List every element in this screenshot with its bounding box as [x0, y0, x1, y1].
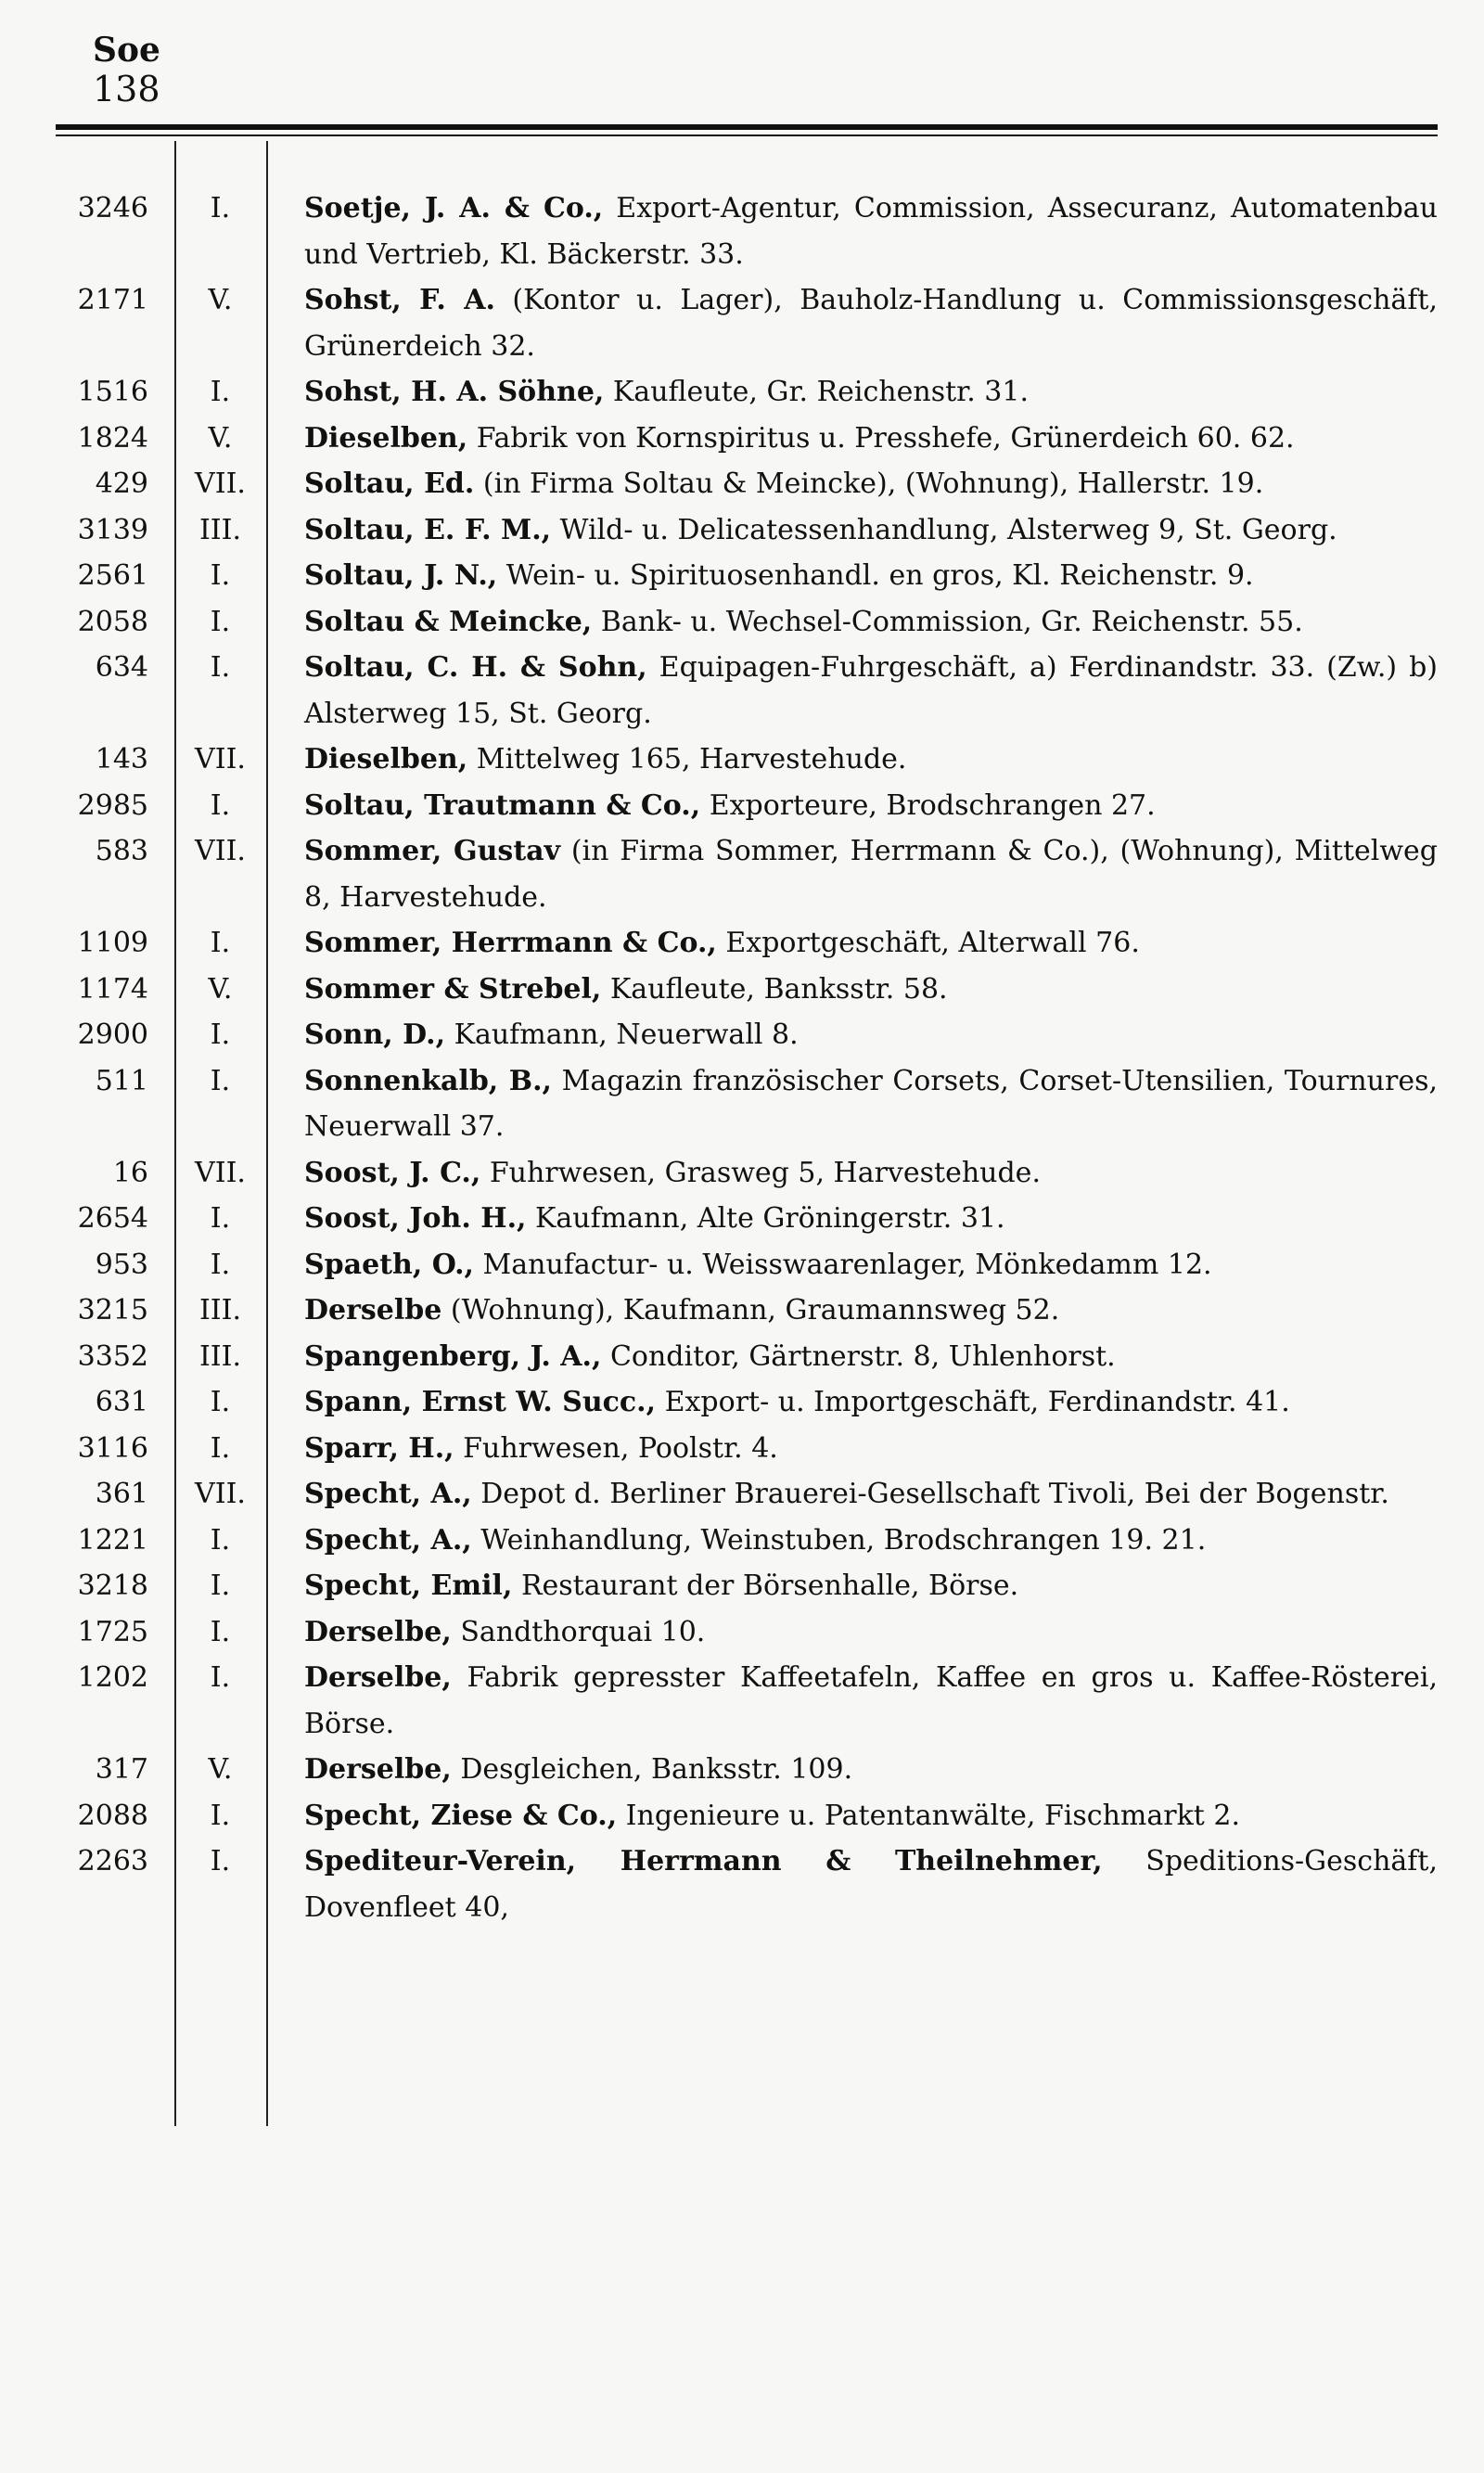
- entry-text: [274, 1012, 1438, 1058]
- entry-text: [274, 553, 1438, 599]
- entry-description: Exporteure, Brodschrangen 27.: [700, 788, 1156, 822]
- entry-description: Kaufmann, Alte Gröningerstr. 31.: [526, 1202, 1005, 1235]
- entry-number: 583: [95, 835, 148, 867]
- entry-number: 1725: [77, 1615, 148, 1648]
- entry-name: Specht, A.,: [304, 1523, 472, 1557]
- entry-district: I.: [210, 605, 231, 638]
- entry-text: [274, 1793, 1438, 1839]
- entry-name: Soltau, J. N.,: [304, 559, 498, 592]
- entry-name: Spann, Ernst W. Succ.,: [304, 1386, 657, 1418]
- directory-entry: [56, 1563, 1438, 1609]
- directory-entry: [56, 783, 1438, 829]
- directory-entry: [56, 1655, 1438, 1747]
- entry-text: [274, 1563, 1438, 1609]
- entry-number: 3218: [77, 1570, 148, 1602]
- entry-text: [274, 507, 1438, 554]
- entry-district: I.: [210, 1202, 231, 1235]
- entry-name: Soltau & Meincke,: [304, 605, 593, 638]
- entry-number: 511: [95, 1064, 148, 1097]
- entry-number: 631: [95, 1386, 148, 1418]
- entry-text: [274, 1609, 1438, 1656]
- entry-name: Sommer, Herrmann & Co.,: [304, 927, 717, 959]
- entry-number: 2985: [77, 788, 148, 822]
- entry-name: Derselbe: [304, 1294, 442, 1326]
- entry-number: 2088: [77, 1799, 148, 1832]
- directory-entry: [56, 186, 1438, 277]
- entry-name: Derselbe,: [304, 1753, 452, 1786]
- entry-district: I.: [210, 1248, 231, 1281]
- entry-district: III.: [198, 1339, 242, 1373]
- entry-number: 2654: [77, 1202, 148, 1235]
- entry-description: Sandthorquai 10.: [451, 1615, 706, 1648]
- entry-district: VII.: [195, 1156, 246, 1189]
- directory-entry: [56, 277, 1438, 369]
- entry-name: Soltau, Ed.: [304, 468, 475, 500]
- entry-number: 1174: [77, 972, 148, 1006]
- directory-entry: [56, 1379, 1438, 1426]
- entry-name: Soltau, E. F. M.,: [304, 513, 552, 546]
- directory-entry: [56, 737, 1438, 783]
- entry-name: Spangenberg, J. A.,: [304, 1339, 602, 1373]
- entry-number: 2900: [77, 1019, 148, 1051]
- entry-text: [274, 1839, 1438, 1930]
- entry-number: 16: [112, 1156, 148, 1189]
- directory-entry: [56, 1150, 1438, 1197]
- entry-district: VII.: [195, 835, 246, 867]
- entry-number: 143: [95, 743, 148, 775]
- entry-district: V.: [208, 972, 233, 1006]
- entry-text: [274, 1655, 1438, 1747]
- entry-name: Soetje, J. A. & Co.,: [304, 192, 604, 224]
- entry-name: Sonn, D.,: [304, 1019, 446, 1051]
- entry-number: 3246: [77, 192, 148, 224]
- entry-text: [274, 186, 1438, 277]
- entry-district: VII.: [195, 1478, 246, 1510]
- directory-entries: [56, 186, 1438, 1930]
- running-head-keyword: Soe: [93, 31, 160, 70]
- entry-text: [274, 920, 1438, 967]
- entry-name: Specht, A.,: [304, 1478, 472, 1510]
- directory-entry: [56, 645, 1438, 737]
- entry-district: I.: [210, 1615, 231, 1648]
- entry-number: 3116: [77, 1431, 148, 1465]
- entry-name: Sohst, H. A. Söhne,: [304, 376, 605, 408]
- directory-entry: [56, 1471, 1438, 1518]
- directory-entry: [56, 1058, 1438, 1150]
- entry-description: Export-Agentur, Commission, Assecuranz, Automatenbau und Vertrieb, Kl. Bäckerstr. 33.: [304, 192, 1438, 271]
- entry-number: 1221: [77, 1523, 148, 1557]
- entry-text: [274, 461, 1438, 507]
- entry-name: Sommer & Strebel,: [304, 972, 602, 1006]
- entry-description: Conditor, Gärtnerstr. 8, Uhlenhorst.: [601, 1339, 1116, 1373]
- entry-description: Mittelweg 165, Harvestehude.: [467, 743, 907, 775]
- entry-number: 1202: [77, 1661, 148, 1694]
- entry-description: Fuhrwesen, Poolstr. 4.: [454, 1431, 778, 1465]
- entry-name: Specht, Ziese & Co.,: [304, 1799, 618, 1832]
- directory-entry: [56, 828, 1438, 920]
- directory-entry: [56, 920, 1438, 967]
- directory-entry: [56, 1196, 1438, 1242]
- entry-text: [274, 1379, 1438, 1426]
- entry-number: 1109: [77, 927, 148, 959]
- directory-entry: [56, 507, 1438, 554]
- entry-number: 317: [95, 1753, 148, 1786]
- entry-name: Soltau, C. H. & Sohn,: [304, 651, 647, 684]
- directory-entry: [56, 1426, 1438, 1472]
- entry-description: Depot d. Berliner Brauerei-Gesellschaft Tivoli, Bei der Bogenstr.: [471, 1478, 1389, 1510]
- directory-entry: [56, 1793, 1438, 1839]
- entry-district: I.: [210, 192, 231, 224]
- entry-name: Sohst, F. A.: [304, 284, 495, 316]
- entry-name: Spediteur-Verein, Herrmann & Theilnehmer,: [304, 1845, 1103, 1877]
- directory-entry: [56, 1747, 1438, 1793]
- entry-name: Specht, Emil,: [304, 1570, 513, 1602]
- entry-district: VII.: [195, 743, 246, 775]
- entry-district: I.: [210, 927, 231, 959]
- entry-text: [274, 645, 1438, 737]
- entry-district: III.: [198, 513, 242, 546]
- directory-entry: [56, 1609, 1438, 1656]
- entry-number: 3139: [77, 513, 148, 546]
- entry-number: 429: [95, 468, 148, 500]
- header-rule-thin: [56, 135, 1438, 136]
- entry-number: 3352: [77, 1339, 148, 1373]
- entry-number: 2561: [77, 559, 148, 592]
- entry-name: Soost, J. C.,: [304, 1156, 481, 1189]
- header-rule-thick: [56, 124, 1438, 130]
- entry-description: Fabrik von Kornspiritus u. Presshefe, Grünerdeich 60. 62.: [467, 421, 1295, 455]
- entry-name: Spaeth, O.,: [304, 1248, 474, 1281]
- entry-text: [274, 369, 1438, 416]
- directory-entry: [56, 553, 1438, 599]
- entry-name: Sommer, Gustav: [304, 835, 561, 867]
- entry-text: [274, 828, 1438, 920]
- entry-district: I.: [210, 1661, 231, 1694]
- entry-description: Kaufleute, Gr. Reichenstr. 31.: [604, 376, 1029, 408]
- entry-district: V.: [208, 284, 233, 316]
- entry-text: [274, 1518, 1438, 1564]
- entry-number: 361: [95, 1478, 148, 1510]
- entry-district: I.: [210, 1845, 231, 1877]
- entry-description: Speditions-Geschäft, Dovenfleet 40,: [304, 1845, 1438, 1924]
- entry-text: [274, 737, 1438, 783]
- directory-entry: [56, 1518, 1438, 1564]
- entry-description: Bank- u. Wechsel-Commission, Gr. Reichenstr. 55.: [592, 605, 1303, 638]
- directory-entry: [56, 1334, 1438, 1380]
- directory-entry: [56, 1288, 1438, 1334]
- entry-number: 1516: [77, 376, 148, 408]
- entry-description: Fuhrwesen, Grasweg 5, Harvestehude.: [480, 1156, 1041, 1189]
- entry-district: I.: [210, 1386, 231, 1418]
- entry-description: Magazin französischer Corsets, Corset-Utensilien, Tournures, Neuerwall 37.: [304, 1064, 1438, 1143]
- entry-text: [274, 599, 1438, 646]
- entry-name: Sonnenkalb, B.,: [304, 1064, 552, 1097]
- entry-text: [274, 1150, 1438, 1197]
- entry-text: [274, 1288, 1438, 1334]
- entry-number: 2263: [77, 1845, 148, 1877]
- entry-description: Restaurant der Börsenhalle, Börse.: [512, 1570, 1019, 1602]
- entry-number: 953: [95, 1248, 148, 1281]
- entry-district: I.: [210, 376, 231, 408]
- entry-district: I.: [210, 788, 231, 822]
- entry-text: [274, 1334, 1438, 1380]
- entry-number: 2058: [77, 605, 148, 638]
- entry-description: Export- u. Importgeschäft, Ferdinandstr. 41.: [656, 1386, 1290, 1418]
- entry-number: 2171: [77, 284, 148, 316]
- directory-entry: [56, 599, 1438, 646]
- entry-text: [274, 1471, 1438, 1518]
- entry-text: [274, 783, 1438, 829]
- entry-description: (Wohnung), Kaufmann, Graumannsweg 52.: [441, 1294, 1060, 1326]
- entry-name: Derselbe,: [304, 1615, 452, 1648]
- entry-district: V.: [208, 421, 233, 455]
- entry-text: [274, 1196, 1438, 1242]
- directory-entry: [56, 1839, 1438, 1930]
- entry-description: Wein- u. Spirituosenhandl. en gros, Kl. Reichenstr. 9.: [497, 559, 1254, 592]
- entry-district: III.: [198, 1294, 242, 1326]
- entry-name: Dieselben,: [304, 421, 468, 455]
- entry-text: [274, 1747, 1438, 1793]
- directory-entry: [56, 369, 1438, 416]
- entry-district: I.: [210, 1064, 231, 1097]
- entry-district: V.: [208, 1753, 233, 1786]
- entry-description: Equipagen-Fuhrgeschäft, a) Ferdinandstr. 33. (Zw.) b) Alsterweg 15, St. Georg.: [304, 651, 1438, 730]
- entry-number: 634: [95, 651, 148, 684]
- entry-number: 3215: [77, 1294, 148, 1326]
- entry-name: Soltau, Trautmann & Co.,: [304, 788, 701, 822]
- entry-district: I.: [210, 651, 231, 684]
- entry-text: [274, 967, 1438, 1013]
- entry-text: [274, 1426, 1438, 1472]
- entry-description: Wild- u. Delicatessenhandlung, Alsterweg 9, St. Georg.: [551, 513, 1337, 546]
- entry-number: 1824: [77, 421, 148, 455]
- directory-entry: [56, 1012, 1438, 1058]
- entry-description: (in Firma Soltau & Meincke), (Wohnung), Hallerstr. 19.: [474, 468, 1264, 500]
- entry-description: (in Firma Sommer, Herrmann & Co.), (Wohnung), Mittelweg 8, Harvestehude.: [304, 835, 1438, 914]
- entry-description: Weinhandlung, Weinstuben, Brodschrangen 19. 21.: [471, 1523, 1207, 1557]
- entry-district: I.: [210, 1523, 231, 1557]
- entry-description: Kaufleute, Banksstr. 58.: [601, 972, 948, 1006]
- entry-text: [274, 1242, 1438, 1288]
- directory-entry: [56, 967, 1438, 1013]
- entry-district: I.: [210, 1570, 231, 1602]
- entry-district: I.: [210, 559, 231, 592]
- entry-description: Kaufmann, Neuerwall 8.: [445, 1019, 799, 1051]
- entry-description: Exportgeschäft, Alterwall 76.: [716, 927, 1140, 959]
- directory-entry: [56, 416, 1438, 462]
- entry-name: Soost, Joh. H.,: [304, 1202, 527, 1235]
- entry-description: Desgleichen, Banksstr. 109.: [451, 1753, 853, 1786]
- directory-entry: [56, 461, 1438, 507]
- entry-description: Fabrik gepresster Kaffeetafeln, Kaffee en gros u. Kaffee-Rösterei, Börse.: [304, 1661, 1438, 1740]
- entry-district: I.: [210, 1799, 231, 1832]
- entry-text: [274, 277, 1438, 369]
- entry-name: Dieselben,: [304, 743, 468, 775]
- entry-text: [274, 416, 1438, 462]
- entry-name: Derselbe,: [304, 1661, 452, 1694]
- entry-description: (Kontor u. Lager), Bauholz-Handlung u. Commissionsgeschäft, Grünerdeich 32.: [304, 284, 1439, 363]
- entry-district: I.: [210, 1019, 231, 1051]
- entry-district: I.: [210, 1431, 231, 1465]
- page-number: 138: [93, 69, 160, 109]
- entry-text: [274, 1058, 1438, 1150]
- entry-district: VII.: [195, 468, 246, 500]
- entry-name: Sparr, H.,: [304, 1431, 454, 1465]
- directory-entry: [56, 1242, 1438, 1288]
- entry-description: Ingenieure u. Patentanwälte, Fischmarkt 2.: [617, 1799, 1240, 1832]
- entry-description: Manufactur- u. Weisswaarenlager, Mönkedamm 12.: [474, 1248, 1212, 1281]
